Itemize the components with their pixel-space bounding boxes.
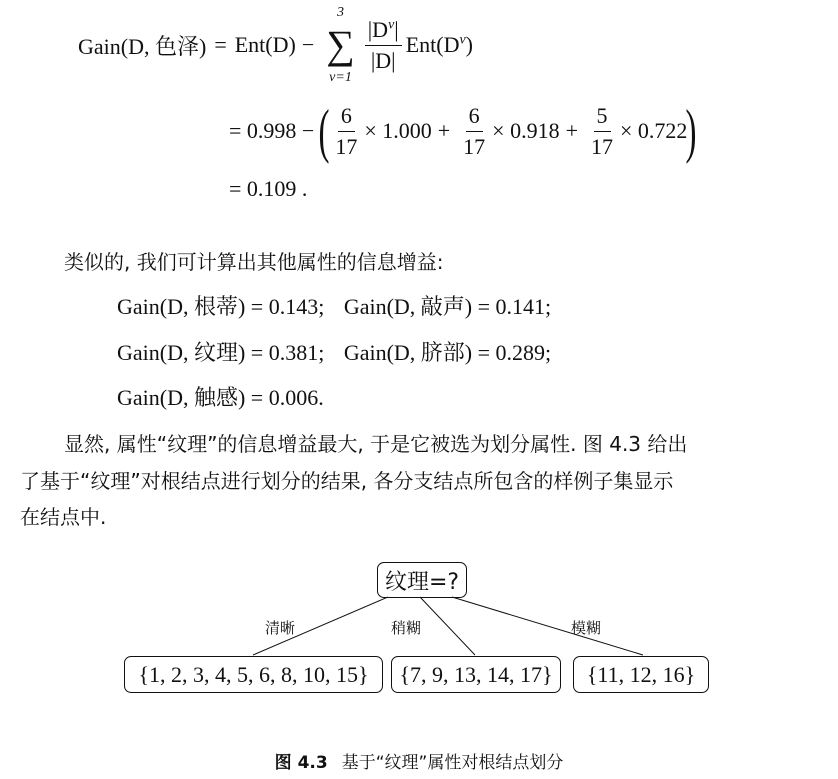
term-den: 17 — [463, 133, 486, 159]
minus-sign: − — [301, 32, 315, 57]
root-node: 纹理=? — [377, 562, 467, 598]
term-num: 5 — [594, 102, 611, 132]
equation-line-3: = 0.109 . — [229, 176, 308, 201]
paragraph-similarly: 类似的, 我们可计算出其他属性的信息增益: — [64, 250, 444, 274]
equation-lhs: Gain(D, 色泽) — [78, 33, 207, 59]
figure-caption — [0, 748, 838, 773]
frac-num: |D — [367, 17, 389, 42]
branch-label-blurry: 模糊 — [571, 619, 602, 637]
edge-slightly-blurry — [420, 597, 475, 655]
term-num: 6 — [466, 102, 483, 132]
frac-den: |D| — [370, 47, 396, 73]
paren-close: ) — [685, 98, 697, 164]
figure-caption-text: 基于“纹理”属性对根结点划分 — [341, 753, 564, 773]
frac-num-close: | — [394, 17, 399, 42]
term-fraction — [460, 102, 488, 160]
equation-line-2 — [229, 92, 695, 170]
term-num: 6 — [338, 102, 355, 132]
term-den: 17 — [591, 133, 613, 159]
term-fraction — [588, 102, 616, 160]
term-op: + — [565, 118, 578, 143]
leaf-node-blurry: {11, 12, 16} — [573, 656, 709, 693]
paragraph-line-1: 显然, 属性“纹理”的信息增益最大, 于是它被选为划分属性. 图 4.3 给出 — [64, 432, 688, 456]
gain-touch: Gain(D, 触感) = 0.006. — [117, 385, 324, 410]
fraction-dv-over-d — [365, 16, 402, 74]
sum-lower: v=1 — [329, 70, 352, 85]
entropy-dv-close: ) — [465, 32, 473, 57]
equation-line-1 — [78, 0, 473, 90]
leaf-node-slightly-blurry: {7, 9, 13, 14, 17} — [391, 656, 561, 693]
gain-knock-sound: Gain(D, 敲声) = 0.141; — [343, 294, 552, 319]
gain-line-2 — [117, 336, 551, 367]
term-times: × 1.000 — [364, 118, 432, 143]
term-times: × 0.918 — [492, 118, 560, 143]
entropy-d: Ent(D) — [234, 32, 296, 57]
term-den: 17 — [335, 133, 358, 159]
term-times: × 0.722 — [620, 118, 688, 143]
paren-open: ( — [318, 98, 330, 164]
leaf-node-clear: {1, 2, 3, 4, 5, 6, 8, 10, 15} — [124, 656, 383, 693]
sigma-symbol: ∑ — [326, 22, 355, 67]
term-fraction — [332, 102, 360, 160]
entropy-dv-text: Ent(D — [405, 32, 460, 57]
paragraph-line-3: 在结点中. — [20, 505, 107, 529]
frac-num-sup: v — [388, 17, 395, 33]
line2-prefix: = 0.998 − — [229, 118, 315, 143]
term-op: + — [437, 118, 451, 143]
summation — [326, 4, 355, 86]
gain-navel: Gain(D, 脐部) = 0.289; — [343, 340, 552, 365]
sum-upper: 3 — [337, 5, 344, 20]
equals-sign: = — [214, 32, 227, 57]
figure-number: 图 4.3 — [274, 753, 328, 773]
branch-label-slightly-blurry: 稍糊 — [391, 619, 422, 637]
branch-label-clear: 清晰 — [265, 619, 296, 637]
gain-line-1 — [117, 290, 551, 321]
entropy-dv-sup: v — [459, 32, 466, 48]
gain-texture: Gain(D, 纹理) = 0.381; — [117, 340, 325, 365]
edge-blurry — [452, 597, 643, 655]
paragraph-line-2: 了基于“纹理”对根结点进行划分的结果, 各分支结点所包含的样例子集显示 — [20, 469, 674, 493]
gain-line-3 — [117, 381, 324, 412]
entropy-dv — [406, 32, 473, 58]
gain-root-pedicle: Gain(D, 根蒂) = 0.143; — [117, 294, 325, 319]
